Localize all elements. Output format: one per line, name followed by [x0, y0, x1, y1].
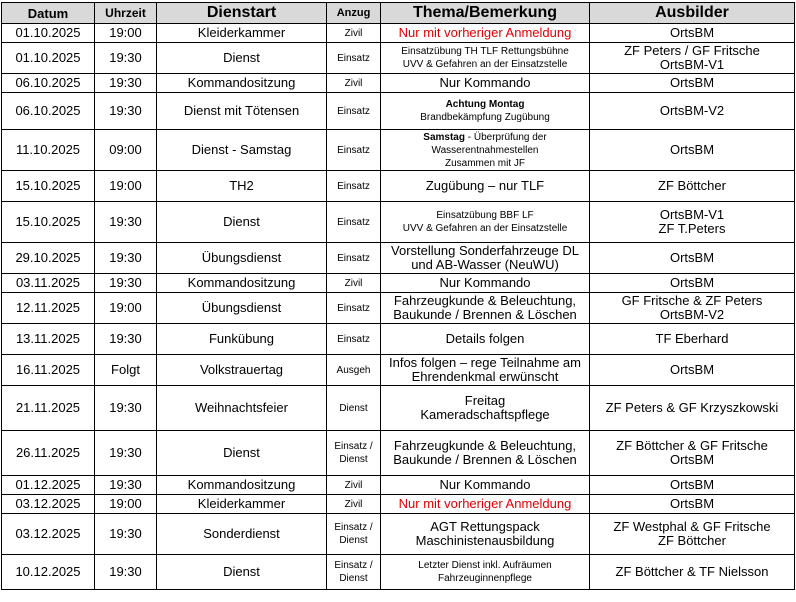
cell-anzug — [327, 495, 381, 514]
cell-datum: 01.10.2025 — [2, 24, 95, 43]
cell-thema — [381, 355, 590, 386]
ausbilder-line: ZF Westphal & GF Fritsche — [613, 519, 771, 534]
cell-datum: 29.10.2025 — [2, 243, 95, 274]
cell-datum: 12.11.2025 — [2, 293, 95, 324]
table-row — [2, 243, 795, 274]
cell-dienstart: Dienst mit Tötensen — [157, 93, 327, 130]
cell-datum: 01.12.2025 — [2, 476, 95, 495]
ausbilder-line: OrtsBM-V2 — [659, 307, 725, 322]
thema-line: Einsatzübung TH TLF Rettungsbühne — [401, 46, 569, 57]
cell-uhrzeit: 19:30 — [95, 93, 157, 130]
anzug-line: Einsatz — [337, 52, 370, 64]
cell-anzug — [327, 555, 381, 590]
anzug-line: Zivil — [344, 479, 363, 491]
thema-line: Freitag — [464, 393, 506, 408]
cell-thema — [381, 431, 590, 476]
ausbilder-line: OrtsBM-V1 — [659, 207, 725, 222]
cell-ausbilder — [590, 43, 795, 74]
anzug-line: Einsatz — [337, 180, 370, 192]
anzug-line: Zivil — [344, 27, 363, 39]
cell-thema — [381, 202, 590, 243]
cell-datum: 03.12.2025 — [2, 514, 95, 555]
thema-line: Nur Kommando — [439, 75, 531, 90]
cell-thema — [381, 293, 590, 324]
cell-datum: 11.10.2025 — [2, 130, 95, 171]
header-ausbilder: Ausbilder — [590, 3, 795, 24]
cell-uhrzeit: 09:00 — [95, 130, 157, 171]
cell-thema — [381, 476, 590, 495]
table-row — [2, 476, 795, 495]
cell-dienstart: Übungsdienst — [157, 243, 327, 274]
ausbilder-line: ZF T.Peters — [658, 221, 726, 236]
cell-datum: 10.12.2025 — [2, 555, 95, 590]
anzug-line: Einsatz — [337, 144, 370, 156]
anzug-line: Einsatz — [337, 302, 370, 314]
cell-anzug — [327, 293, 381, 324]
ausbilder-line: ZF Böttcher & TF Nielsson — [615, 564, 769, 579]
ausbilder-line: GF Fritsche & ZF Peters — [621, 293, 763, 308]
cell-datum: 06.10.2025 — [2, 74, 95, 93]
cell-uhrzeit: 19:30 — [95, 476, 157, 495]
cell-uhrzeit: 19:30 — [95, 202, 157, 243]
anzug-line: Einsatz — [337, 252, 370, 264]
cell-thema — [381, 386, 590, 431]
ausbilder-line: OrtsBM — [669, 496, 715, 511]
cell-dienstart: Dienst — [157, 43, 327, 74]
thema-line: Nur mit vorheriger Anmeldung — [398, 25, 572, 40]
ausbilder-line: OrtsBM — [669, 477, 715, 492]
cell-anzug — [327, 24, 381, 43]
cell-anzug — [327, 130, 381, 171]
table-row — [2, 74, 795, 93]
anzug-line: Einsatz — [337, 333, 370, 345]
table-row — [2, 171, 795, 202]
cell-thema — [381, 74, 590, 93]
ausbilder-line: OrtsBM-V1 — [659, 57, 725, 72]
cell-uhrzeit: 19:00 — [95, 24, 157, 43]
thema-line: Fahrzeugkunde & Beleuchtung, — [393, 438, 577, 453]
header-anzug: Anzug — [327, 3, 381, 24]
header-uhrzeit: Uhrzeit — [95, 3, 157, 24]
cell-dienstart: Dienst — [157, 555, 327, 590]
anzug-line: Dienst — [339, 573, 368, 584]
ausbilder-line: TF Eberhard — [655, 331, 729, 346]
cell-dienstart: Dienst — [157, 431, 327, 476]
cell-ausbilder — [590, 514, 795, 555]
cell-dienstart: Kommandositzung — [157, 74, 327, 93]
cell-uhrzeit: 19:30 — [95, 274, 157, 293]
thema-line: Ehrendenkmal erwünscht — [411, 369, 559, 384]
cell-uhrzeit: 19:30 — [95, 74, 157, 93]
table-row — [2, 355, 795, 386]
table-row — [2, 130, 795, 171]
cell-ausbilder — [590, 476, 795, 495]
thema-line: Letzter Dienst inkl. Aufräumen — [418, 560, 552, 571]
cell-ausbilder — [590, 555, 795, 590]
cell-anzug — [327, 514, 381, 555]
ausbilder-line: ZF Peters / GF Fritsche — [624, 43, 760, 58]
cell-thema — [381, 495, 590, 514]
thema-line: Zugübung – nur TLF — [425, 178, 545, 193]
cell-uhrzeit: 19:30 — [95, 324, 157, 355]
cell-anzug — [327, 431, 381, 476]
cell-uhrzeit: 19:30 — [95, 431, 157, 476]
thema-line: Einsatzübung BBF LF — [436, 210, 534, 221]
cell-anzug — [327, 171, 381, 202]
thema-line: Baukunde / Brennen & Löschen — [393, 452, 577, 467]
cell-uhrzeit: 19:30 — [95, 386, 157, 431]
anzug-line: Einsatz / — [334, 560, 373, 571]
thema-line: UVV & Gefahren an der Einsatzstelle — [402, 59, 568, 70]
header-dienstart: Dienstart — [157, 3, 327, 24]
cell-ausbilder — [590, 171, 795, 202]
thema-line: Wasserentnahmestellen — [431, 144, 539, 156]
cell-thema — [381, 171, 590, 202]
cell-uhrzeit: Folgt — [95, 355, 157, 386]
dienstplan-table — [1, 2, 795, 590]
table-row — [2, 202, 795, 243]
thema-line: Nur mit vorheriger Anmeldung — [398, 496, 572, 511]
ausbilder-line: OrtsBM — [669, 25, 715, 40]
cell-ausbilder — [590, 24, 795, 43]
table-row — [2, 495, 795, 514]
cell-datum: 06.10.2025 — [2, 93, 95, 130]
thema-line: Nur Kommando — [439, 477, 531, 492]
cell-ausbilder — [590, 243, 795, 274]
cell-anzug — [327, 386, 381, 431]
header-row — [2, 3, 795, 24]
table-row — [2, 514, 795, 555]
cell-dienstart: Kleiderkammer — [157, 24, 327, 43]
thema-line: Maschinistenausbildung — [415, 533, 555, 548]
cell-thema — [381, 274, 590, 293]
thema-line: Details folgen — [445, 331, 525, 346]
cell-anzug — [327, 74, 381, 93]
anzug-line: Zivil — [344, 277, 363, 289]
thema-line: Zusammen mit JF — [444, 157, 525, 169]
cell-datum: 15.10.2025 — [2, 202, 95, 243]
ausbilder-line: OrtsBM-V2 — [659, 103, 725, 118]
cell-datum: 21.11.2025 — [2, 386, 95, 431]
header-thema: Thema/Bemerkung — [381, 3, 590, 24]
thema-line: und AB-Wasser (NeuWU) — [411, 257, 559, 272]
cell-ausbilder — [590, 431, 795, 476]
table-row — [2, 43, 795, 74]
anzug-line: Einsatz — [337, 216, 370, 228]
cell-thema — [381, 555, 590, 590]
cell-anzug — [327, 274, 381, 293]
table-row — [2, 24, 795, 43]
cell-thema — [381, 24, 590, 43]
anzug-line: Dienst — [339, 402, 368, 414]
cell-anzug — [327, 243, 381, 274]
cell-dienstart: TH2 — [157, 171, 327, 202]
anzug-line: Einsatz / — [334, 441, 373, 452]
cell-uhrzeit: 19:30 — [95, 514, 157, 555]
cell-datum: 26.11.2025 — [2, 431, 95, 476]
cell-thema — [381, 130, 590, 171]
thema-line: Fahrzeugkunde & Beleuchtung, — [393, 293, 577, 308]
anzug-line: Ausgeh — [336, 364, 371, 376]
cell-anzug — [327, 355, 381, 386]
cell-ausbilder — [590, 324, 795, 355]
cell-anzug — [327, 93, 381, 130]
ausbilder-line: OrtsBM — [669, 452, 715, 467]
cell-ausbilder — [590, 386, 795, 431]
thema-line: - Überprüfung der — [464, 131, 547, 143]
anzug-line: Einsatz — [337, 105, 370, 117]
anzug-line: Einsatz / — [334, 522, 373, 533]
cell-uhrzeit: 19:00 — [95, 495, 157, 514]
cell-dienstart: Dienst — [157, 202, 327, 243]
table-row — [2, 386, 795, 431]
ausbilder-line: ZF Böttcher & GF Fritsche — [616, 438, 768, 453]
cell-dienstart: Weihnachtsfeier — [157, 386, 327, 431]
cell-datum: 13.11.2025 — [2, 324, 95, 355]
cell-ausbilder — [590, 74, 795, 93]
header-datum: Datum — [2, 3, 95, 24]
cell-dienstart: Sonderdienst — [157, 514, 327, 555]
anzug-line: Dienst — [339, 535, 368, 546]
cell-dienstart: Kommandositzung — [157, 274, 327, 293]
ausbilder-line: OrtsBM — [669, 142, 715, 157]
cell-ausbilder — [590, 202, 795, 243]
cell-datum: 01.10.2025 — [2, 43, 95, 74]
cell-datum: 03.11.2025 — [2, 274, 95, 293]
ausbilder-line: OrtsBM — [669, 362, 715, 377]
ausbilder-line: OrtsBM — [669, 250, 715, 265]
table-row — [2, 93, 795, 130]
anzug-line: Zivil — [344, 77, 363, 89]
cell-ausbilder — [590, 355, 795, 386]
table-row — [2, 324, 795, 355]
cell-anzug — [327, 476, 381, 495]
anzug-line: Zivil — [344, 498, 363, 510]
thema-bold: Samstag — [423, 131, 465, 143]
thema-line: Brandbekämpfung Zugübung — [420, 112, 550, 123]
cell-uhrzeit: 19:00 — [95, 171, 157, 202]
thema-line: Nur Kommando — [439, 275, 531, 290]
thema-line: Kameradschaftspflege — [420, 407, 550, 422]
cell-dienstart: Funkübung — [157, 324, 327, 355]
ausbilder-line: OrtsBM — [669, 275, 715, 290]
cell-anzug — [327, 324, 381, 355]
cell-thema — [381, 324, 590, 355]
cell-dienstart: Kleiderkammer — [157, 495, 327, 514]
thema-line: Vorstellung Sonderfahrzeuge DL — [391, 243, 579, 258]
cell-datum: 16.11.2025 — [2, 355, 95, 386]
cell-anzug — [327, 202, 381, 243]
thema-line: Achtung Montag — [445, 99, 525, 110]
cell-ausbilder — [590, 130, 795, 171]
cell-uhrzeit: 19:30 — [95, 243, 157, 274]
cell-uhrzeit: 19:30 — [95, 555, 157, 590]
cell-thema — [381, 514, 590, 555]
cell-ausbilder — [590, 274, 795, 293]
ausbilder-line: OrtsBM — [669, 75, 715, 90]
cell-datum: 15.10.2025 — [2, 171, 95, 202]
cell-thema — [381, 93, 590, 130]
ausbilder-line: ZF Böttcher — [658, 533, 726, 548]
cell-ausbilder — [590, 495, 795, 514]
thema-line: Baukunde / Brennen & Löschen — [393, 307, 577, 322]
table-row — [2, 431, 795, 476]
table-row — [2, 555, 795, 590]
cell-dienstart: Übungsdienst — [157, 293, 327, 324]
thema-line: AGT Rettungspack — [430, 519, 540, 534]
anzug-line: Dienst — [339, 454, 368, 465]
thema-line: Infos folgen – rege Teilnahme am — [389, 355, 581, 370]
cell-dienstart: Kommandositzung — [157, 476, 327, 495]
cell-ausbilder — [590, 93, 795, 130]
cell-datum: 03.12.2025 — [2, 495, 95, 514]
cell-uhrzeit: 19:30 — [95, 43, 157, 74]
ausbilder-line: ZF Böttcher — [658, 178, 726, 193]
ausbilder-line: ZF Peters & GF Krzyszkowski — [605, 400, 779, 415]
thema-line: Fahrzeuginnenpflege — [438, 573, 532, 584]
cell-dienstart: Dienst - Samstag — [157, 130, 327, 171]
cell-ausbilder — [590, 293, 795, 324]
cell-thema — [381, 43, 590, 74]
thema-line: UVV & Gefahren an der Einsatzstelle — [402, 223, 568, 234]
cell-anzug — [327, 43, 381, 74]
cell-uhrzeit: 19:00 — [95, 293, 157, 324]
table-row — [2, 293, 795, 324]
cell-thema — [381, 243, 590, 274]
table-row — [2, 274, 795, 293]
cell-dienstart: Volkstrauertag — [157, 355, 327, 386]
